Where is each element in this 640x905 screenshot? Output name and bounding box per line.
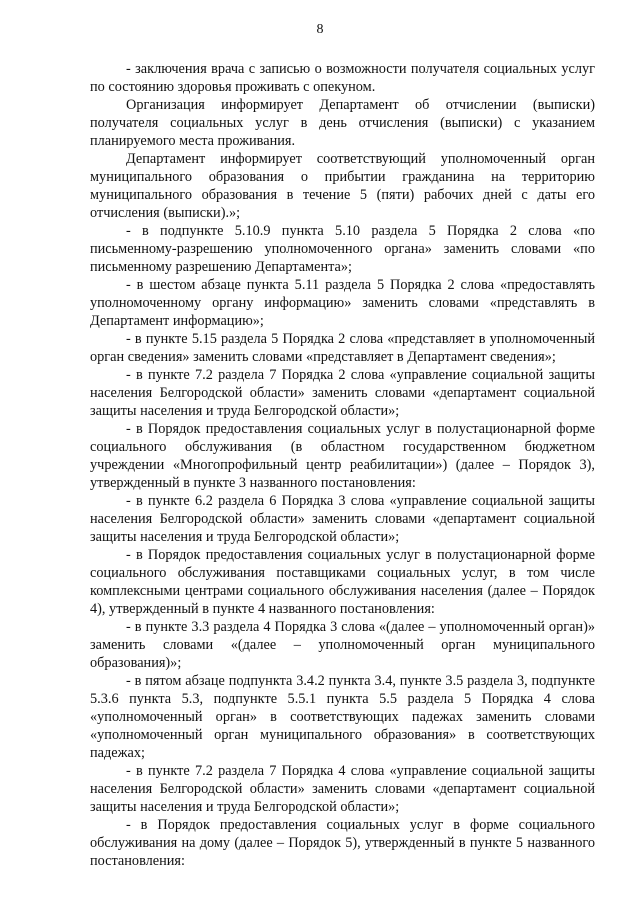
paragraph: - в пункте 3.3 раздела 4 Порядка 3 слова «(далее – уполномоченный орган)» заменить словами «(далее – уполномоченный орган муниципального образования)»;	[90, 619, 595, 671]
paragraph: - в пункте 7.2 раздела 7 Порядка 2 слова «управление социальной защиты населения Белгородской области» заменить словами «департамент социальной защиты населения и труда Белгородской области»;	[90, 367, 595, 419]
paragraph: - в пункте 6.2 раздела 6 Порядка 3 слова «управление социальной защиты населения Белгородской области» заменить словами «департамент социальной защиты населения и труда Белгородской области»;	[90, 493, 595, 545]
paragraph: Департамент информирует соответствующий уполномоченный орган муниципального образования о прибытии гражданина на территорию муниципального образования в течение 5 (пяти) рабочих дней с даты его отчисления (выписки).»;	[90, 151, 595, 221]
paragraph: - в пятом абзаце подпункта 3.4.2 пункта 3.4, пункте 3.5 раздела 3, подпункте 5.3.6 пункта 5.3, подпункте 5.5.1 пункта 5.5 раздела 5 Порядка 4 слова «уполномоченный орган» в соответствующих падежах заменить словами «уполномоченный орган муниципального образования» в соответствующих падежах;	[90, 673, 595, 761]
paragraph: - в пункте 7.2 раздела 7 Порядка 4 слова «управление социальной защиты населения Белгородской области» заменить словами «департамент социальной защиты населения и труда Белгородской области»;	[90, 763, 595, 815]
page-number: 8	[316, 22, 324, 37]
paragraph: - в Порядок предоставления социальных услуг в форме социального обслуживания на дому (далее – Порядок 5), утвержденный в пункте 5 названного постановления:	[90, 817, 595, 869]
paragraph: Организация информирует Департамент об отчислении (выписки) получателя социальных услуг в день отчисления (выписки) с указанием планируемого места проживания.	[90, 97, 595, 149]
document-body	[90, 60, 595, 870]
paragraph: - в подпункте 5.10.9 пункта 5.10 раздела 5 Порядка 2 слова «по письменному-разрешению уполномоченного органа» заменить словами «по письменному разрешению Департамента»;	[90, 223, 595, 275]
paragraph: - заключения врача с записью о возможности получателя социальных услуг по состоянию здоровья проживать с опекуном.	[90, 61, 595, 95]
paragraph: - в Порядок предоставления социальных услуг в полустационарной форме социального обслуживания поставщиками социальных услуг, в том числе комплексными центрами социального обслуживания населения (далее – Порядок 4), утвержденный в пункте 4 названного постановления:	[90, 547, 595, 617]
paragraph: - в Порядок предоставления социальных услуг в полустационарной форме социального обслуживания (в областном государственном бюджетном учреждении «Многопрофильный центр реабилитации») (далее – Порядок 3), утвержденный в пункте 3 названного постановления:	[90, 421, 595, 491]
paragraph: - в шестом абзаце пункта 5.11 раздела 5 Порядка 2 слова «предоставлять уполномоченному органу информацию» заменить словами «представлять в Департамент информацию»;	[90, 277, 595, 329]
paragraph: - в пункте 5.15 раздела 5 Порядка 2 слова «представляет в уполномоченный орган сведения» заменить словами «представляет в Департамент сведения»;	[90, 331, 595, 365]
